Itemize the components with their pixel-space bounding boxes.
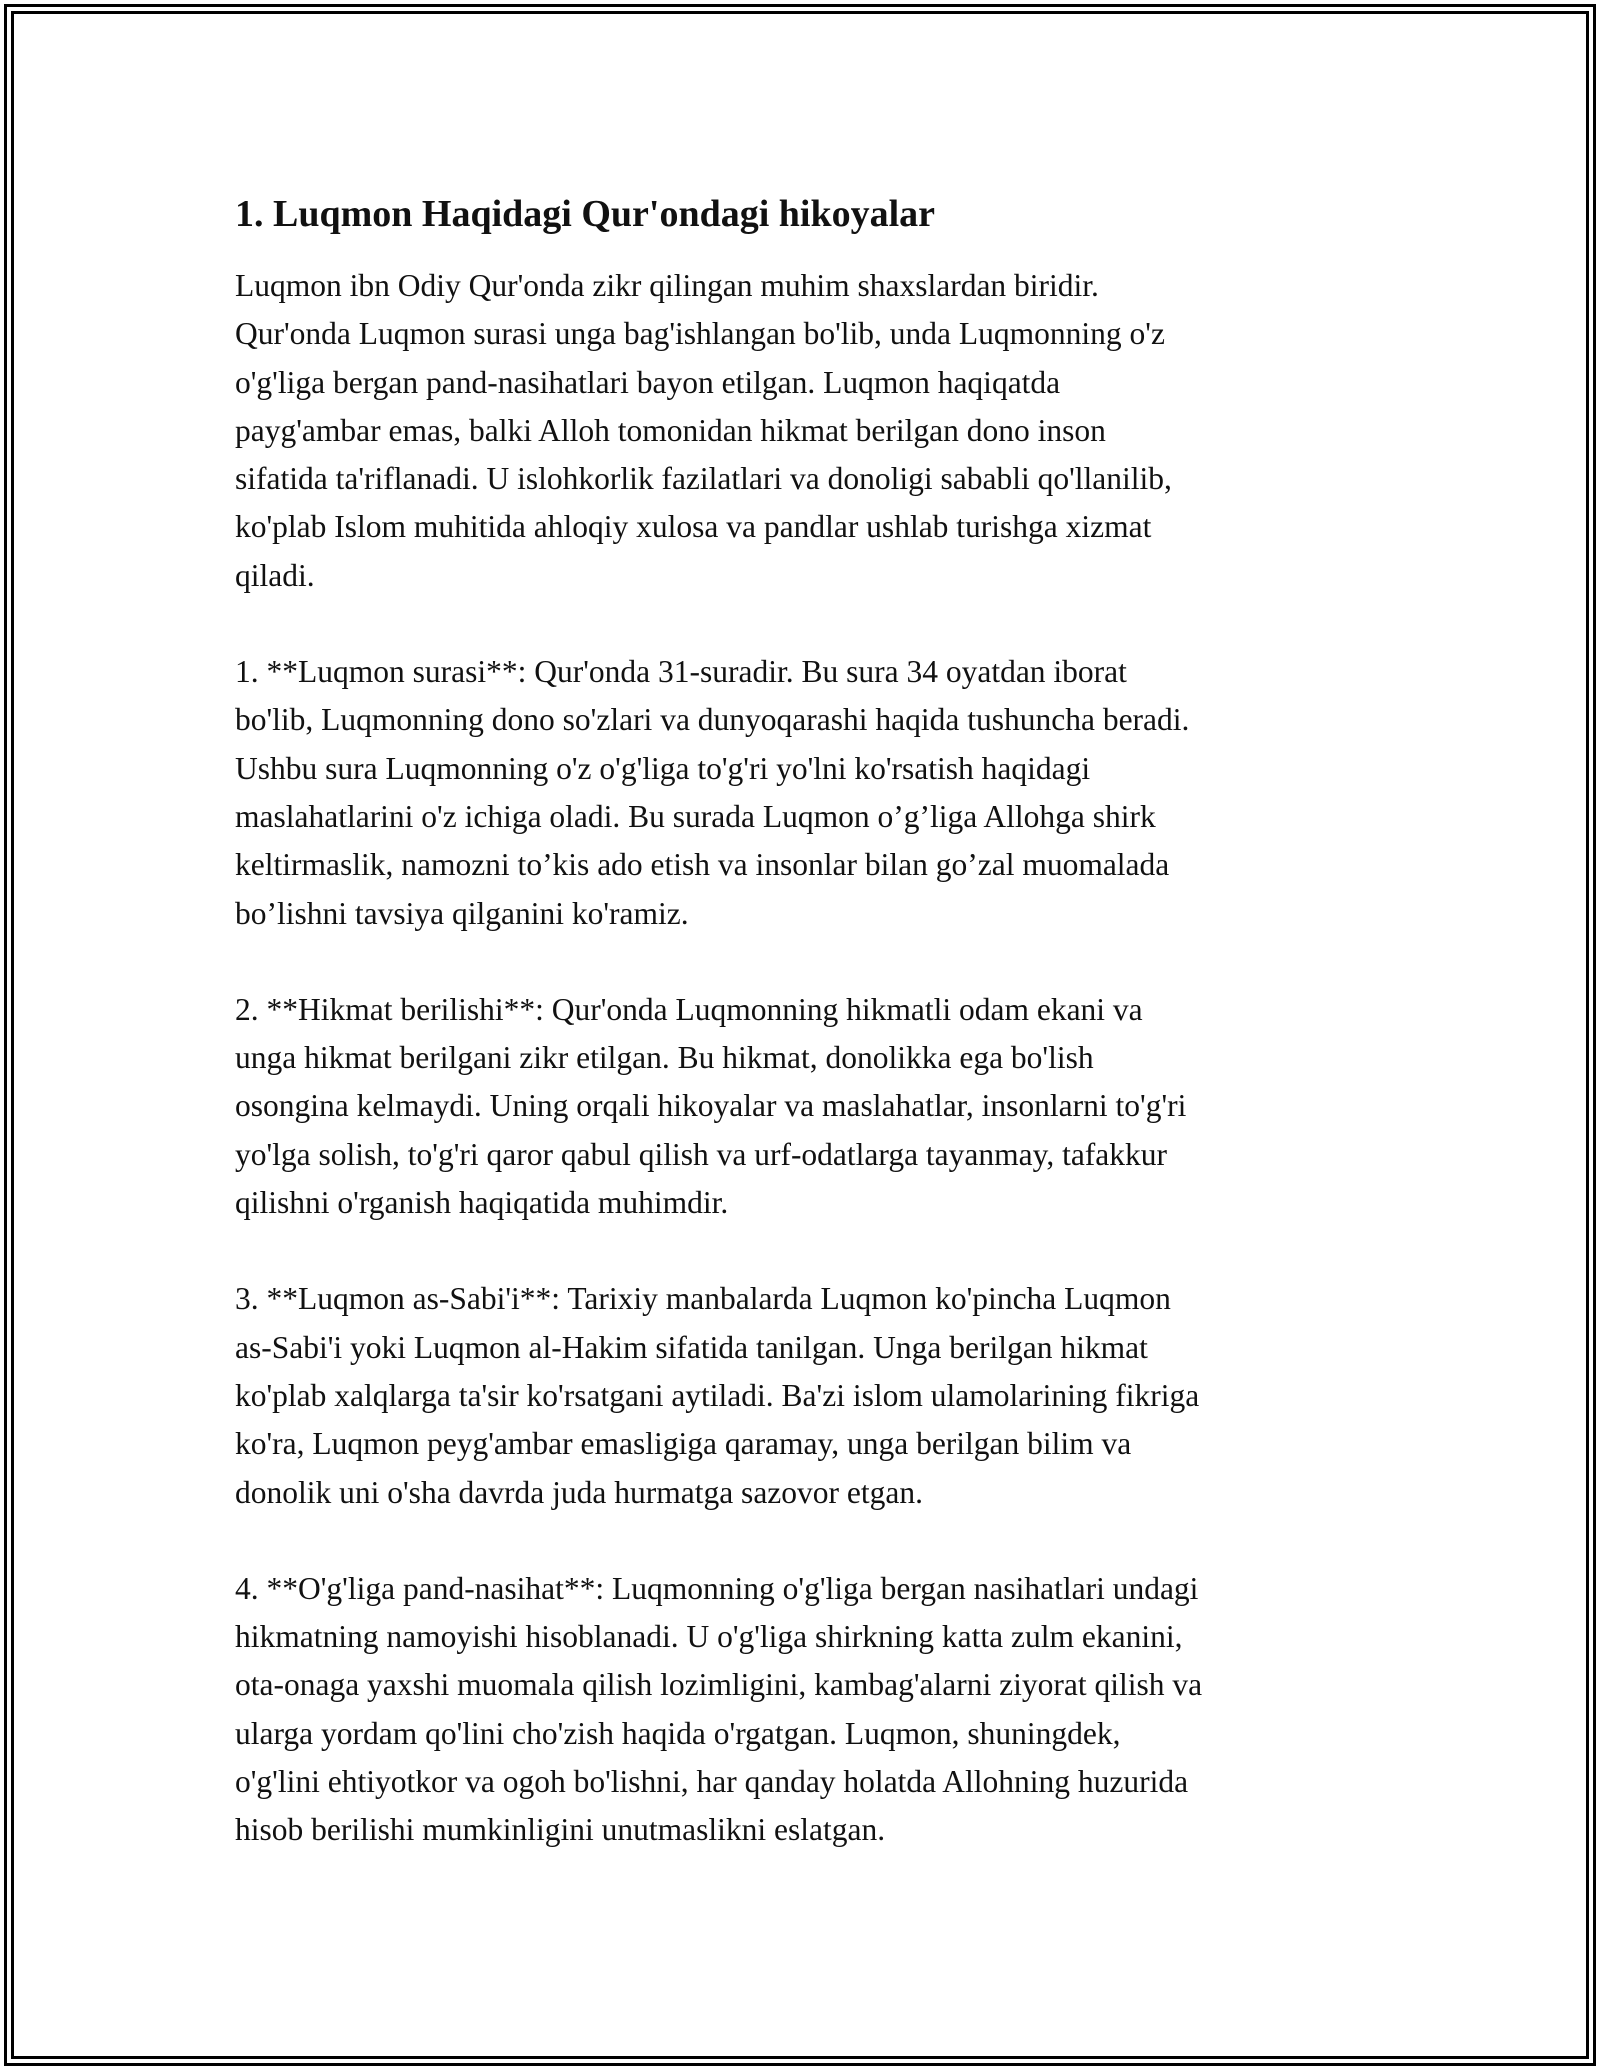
paragraph-line: 4. **O'g'liga pand-nasihat**: Luqmonning o'g'liga bergan nasihatlari undagi <box>235 1570 1199 1606</box>
paragraph-line: bo’lishni tavsiya qilganini ko'ramiz. <box>235 895 689 931</box>
paragraph-line: 2. **Hikmat berilishi**: Qur'onda Luqmonning hikmatli odam ekani va <box>235 991 1143 1027</box>
paragraph-line: Luqmon ibn Odiy Qur'onda zikr qilingan muhim shaxslardan biridir. <box>235 268 1099 303</box>
paragraph-line: Qur'onda Luqmon surasi unga bag'ishlangan bo'lib, unda Luqmonning o'z <box>235 316 1165 352</box>
paragraph-line: ko'plab Islom muhitida ahloqiy xulosa va pandlar ushlab turishga xizmat <box>235 509 1152 545</box>
paragraph-line: ko'plab xalqlarga ta'sir ko'rsatgani aytiladi. Ba'zi islom ulamolarining fikriga <box>235 1377 1200 1413</box>
paragraph-line: 3. **Luqmon as-Sabi'i**: Tarixiy manbalarda Luqmon ko'pincha Luqmon <box>235 1281 1171 1317</box>
paragraph-line: keltirmaslik, namozni to’kis ado etish va insonlar bilan go’zal muomalada <box>235 847 1170 883</box>
paragraph <box>235 262 1395 600</box>
paragraph-line: 1. **Luqmon surasi**: Qur'onda 31-suradir. Bu sura 34 oyatdan iborat <box>235 654 1127 690</box>
paragraph-line: maslahatlarini o'z ichiga oladi. Bu surada Luqmon o’g’liga Allohga shirk <box>235 798 1156 834</box>
paragraph-line: as-Sabi'i yoki Luqmon al-Hakim sifatida tanilgan. Unga berilgan hikmat <box>235 1329 1148 1365</box>
paragraph-line: o'g'liga bergan pand-nasihatlari bayon etilgan. Luqmon haqiqatda <box>235 364 1061 400</box>
paragraph <box>235 648 1395 938</box>
paragraph-line: ularga yordam qo'lini cho'zish haqida o'rgatgan. Luqmon, shuningdek, <box>235 1715 1121 1751</box>
paragraph-list <box>235 262 1395 1855</box>
paragraph-line: hikmatning namoyishi hisoblanadi. U o'g'liga shirkning katta zulm ekanini, <box>235 1619 1183 1655</box>
paragraph-line: sifatida ta'riflanadi. U islohkorlik fazilatlari va donoligi sababli qo'llanilib, <box>235 461 1172 497</box>
paragraph-line: osongina kelmaydi. Uning orqali hikoyalar va maslahatlar, insonlarni to'g'ri <box>235 1088 1187 1124</box>
paragraph-line: unga hikmat berilgani zikr etilgan. Bu hikmat, donolikka ega bo'lish <box>235 1040 1094 1076</box>
document-title: 1. Luqmon Haqidagi Qur'ondagi hikoyalar <box>235 193 936 235</box>
paragraph <box>235 1565 1395 1855</box>
paragraph-line: yo'lga solish, to'g'ri qaror qabul qilish va urf-odatlarga tayanmay, tafakkur <box>235 1136 1168 1172</box>
paragraph-line: payg'ambar emas, balki Alloh tomonidan hikmat berilgan dono inson <box>235 412 1106 448</box>
paragraph-line: qilishni o'rganish haqiqatida muhimdir. <box>235 1185 729 1221</box>
paragraph <box>235 986 1395 1227</box>
paragraph <box>235 1275 1395 1516</box>
paragraph-line: bo'lib, Luqmonning dono so'zlari va dunyoqarashi haqida tushuncha beradi. <box>235 702 1190 738</box>
paragraph-line: donolik uni o'sha davrda juda hurmatga sazovor etgan. <box>235 1474 923 1510</box>
paragraph-line: o'g'lini ehtiyotkor va ogoh bo'lishni, har qanday holatda Allohning huzurida <box>235 1764 1189 1800</box>
document-body <box>235 188 1395 1855</box>
paragraph-line: ota-onaga yaxshi muomala qilish lozimligini, kambag'alarni ziyorat qilish va <box>235 1667 1203 1703</box>
paragraph-line: qiladi. <box>235 557 315 593</box>
paragraph-line: ko'ra, Luqmon peyg'ambar emasligiga qaramay, unga berilgan bilim va <box>235 1426 1132 1462</box>
paragraph-line: Ushbu sura Luqmonning o'z o'g'liga to'g'ri yo'lni ko'rsatish haqidagi <box>235 750 1091 786</box>
paragraph-line: hisob berilishi mumkinligini unutmaslikni eslatgan. <box>235 1812 886 1848</box>
